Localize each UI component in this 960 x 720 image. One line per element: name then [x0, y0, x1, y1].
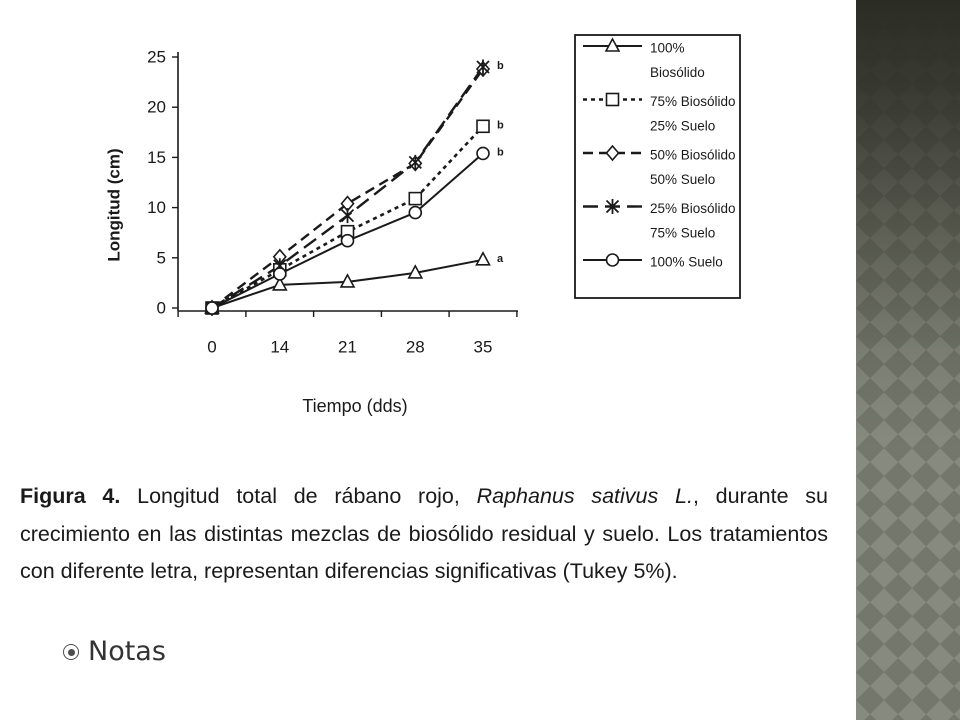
caption-line-3: con diferente letra, representan diferencias significativas (Tukey 5%). [20, 559, 678, 583]
chart-markers [206, 60, 490, 316]
y-axis-title: Longitud (cm) [104, 148, 124, 262]
chart-axes [147, 48, 518, 357]
legend-5-label: 100% Suelo [650, 254, 723, 270]
series-2-point-28 [409, 193, 421, 205]
y-tick-label: 25 [147, 47, 166, 67]
legend-3-label: 50% Suelo [650, 172, 716, 187]
x-axis-title: Tiempo (dds) [302, 396, 408, 416]
decorative-side-strip [856, 0, 960, 720]
y-tick-label: 0 [156, 298, 166, 318]
caption-line-2: crecimiento en las distintas mezclas de biosólido residual y suelo. Los tratamientos [20, 521, 828, 546]
chart-group-letters [497, 60, 504, 265]
caption-figure-label: Figura 4. [20, 484, 121, 508]
series-5-point-21 [342, 235, 354, 247]
chart-legend [575, 35, 740, 298]
y-tick-label: 20 [147, 97, 166, 117]
y-tick-label: 15 [147, 147, 166, 167]
y-tick-label: 5 [156, 248, 166, 268]
series-1-group-letter: a [497, 252, 504, 265]
legend-3-label: 50% Biosólido [650, 147, 736, 163]
caption-text: , durante su [692, 484, 829, 508]
bullet-item-notas [63, 634, 166, 670]
series-2-group-letter: b [497, 119, 504, 132]
chart-series-lines [212, 67, 483, 308]
y-tick-label: 10 [147, 198, 166, 218]
x-tick-label: 14 [270, 337, 290, 357]
circled-bullet-icon [63, 644, 79, 660]
legend-4-label: 25% Biosólido [650, 201, 736, 216]
legend-1-label: 100% [650, 40, 685, 56]
caption-text: Longitud total de rábano rojo, [120, 484, 477, 508]
legend-5-marker [607, 254, 619, 266]
legend-2-label: 75% Biosólido [650, 94, 736, 109]
x-tick-label: 35 [473, 337, 493, 357]
x-tick-label: 28 [405, 337, 425, 357]
legend-2-label: 25% Suelo [650, 118, 716, 134]
series-4-line [212, 67, 483, 308]
legend-2-marker [607, 94, 619, 106]
series-5-point-14 [274, 268, 286, 280]
bullet-text: Notas [88, 636, 166, 667]
series-5-group-letter: b [497, 146, 504, 159]
legend-1-label: Biosólido [650, 65, 705, 80]
series-5-point-28 [409, 207, 421, 219]
x-tick-label: 21 [338, 337, 357, 357]
caption-species-name: Raphanus sativus L. [476, 484, 693, 508]
series-1-point-35 [477, 253, 490, 265]
series-2-point-35 [477, 120, 489, 132]
series-4-point-21 [342, 208, 354, 223]
caption-line-1 [20, 478, 828, 516]
legend-4-label: 75% Suelo [650, 225, 716, 241]
series-5-point-35 [477, 147, 489, 159]
x-tick-label: 0 [207, 337, 217, 357]
series-4-group-letter: b [497, 60, 504, 72]
series-5-point-0 [206, 302, 218, 314]
figure-caption [20, 478, 828, 591]
